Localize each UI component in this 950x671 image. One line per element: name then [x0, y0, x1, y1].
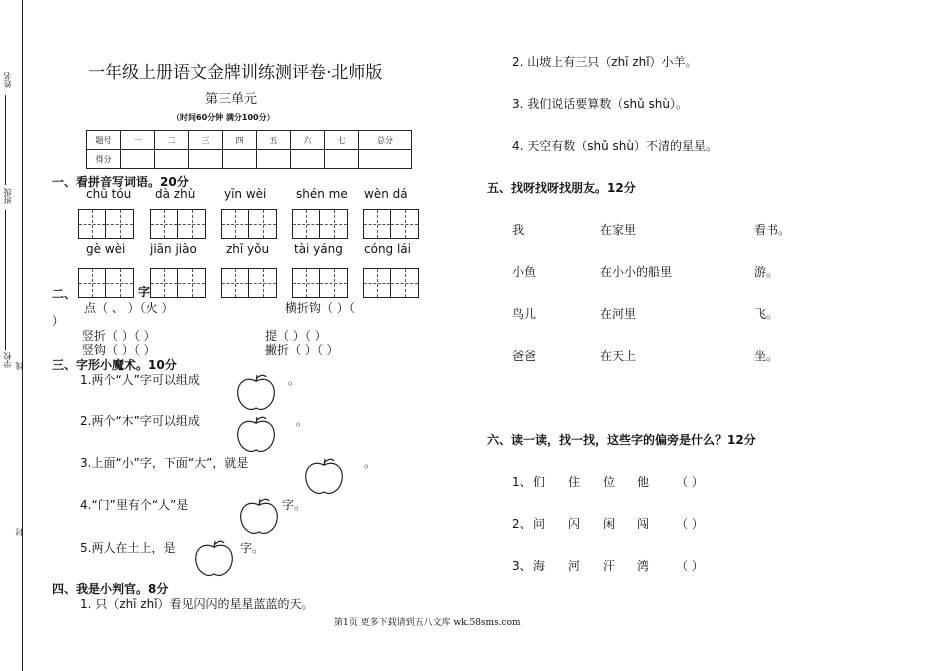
judge-item: 2. 山坡上有三只（zhī zhǐ）小羊。 [512, 55, 698, 69]
magic-item-text: 3.上面“小”字，下面“大”，就是 [80, 456, 249, 470]
score-input-cell[interactable] [121, 150, 155, 169]
match-subject[interactable]: 爸爸 [512, 349, 537, 363]
side-label-name: 姓名 [3, 72, 12, 88]
radical-char: 闪 [568, 517, 581, 531]
pinyin-prompt: gè wèi [86, 242, 126, 256]
match-action[interactable]: 看书。 [754, 223, 791, 237]
apple-answer-box[interactable] [235, 414, 277, 454]
page-title: 一年级上册语文金牌训练测评卷·北师版 [88, 63, 383, 83]
writing-grid[interactable] [363, 268, 419, 298]
match-place[interactable]: 在小小的船里 [600, 265, 673, 279]
score-input-cell[interactable] [257, 150, 291, 169]
time-score-info: （时间60分钟 满分100分） [172, 113, 275, 122]
magic-item-suffix: 。 [288, 373, 301, 387]
side-label-class: 班级 [3, 188, 12, 204]
match-subject[interactable]: 鸟儿 [512, 307, 537, 321]
radical-item-number: 2、 [512, 517, 532, 531]
writing-cell[interactable] [150, 209, 178, 239]
writing-cell[interactable] [221, 268, 249, 298]
match-place[interactable]: 在家里 [600, 223, 637, 237]
magic-item-suffix: 字。 [282, 498, 307, 512]
section-6-heading: 六、读一读，找一找，这些字的偏旁是什么？12分 [487, 433, 756, 447]
score-cell: 一 [121, 131, 155, 150]
magic-item-suffix: 。 [296, 414, 309, 428]
stroke-item: 横折钩（ ）（ [285, 301, 355, 315]
radical-char: 问 [533, 517, 546, 531]
stroke-item: 提（ ）（ ） [265, 329, 327, 343]
score-input-cell[interactable] [359, 150, 412, 169]
score-table [86, 130, 412, 169]
match-place[interactable]: 在河里 [600, 307, 637, 321]
score-cell: 五 [257, 131, 291, 150]
binding-line [22, 0, 23, 671]
pinyin-prompt: wèn dá [364, 187, 408, 201]
score-input-cell[interactable] [155, 150, 189, 169]
writing-grid[interactable] [150, 209, 206, 239]
score-table-score-row [87, 150, 412, 169]
writing-cell[interactable] [221, 209, 249, 239]
radical-char: 闯 [637, 517, 650, 531]
section-3-heading: 三、字形小魔术。10分 [52, 358, 177, 372]
writing-cell[interactable] [320, 268, 348, 298]
writing-grid[interactable] [221, 209, 277, 239]
magic-item-text: 2.两个“木”字可以组成 [80, 414, 200, 428]
judge-item: 3. 我们说话要算数（shǔ shù）。 [512, 97, 689, 111]
apple-answer-box[interactable] [303, 456, 345, 496]
stroke-item: 竖钩（ ）（ ） [82, 343, 156, 357]
writing-cell[interactable] [320, 209, 348, 239]
writing-grid[interactable] [221, 268, 277, 298]
page-footer: 第1页 更多下载请到五八文库 wk.58sms.com [334, 618, 521, 628]
match-action[interactable]: 游。 [754, 265, 779, 279]
section-1-heading: 一、看拼音写词语。20分 [52, 175, 189, 189]
radical-char: 湾 [637, 559, 650, 573]
score-cell: 七 [325, 131, 359, 150]
score-input-cell[interactable] [223, 150, 257, 169]
radical-char: 闲 [603, 517, 616, 531]
writing-grid[interactable] [363, 209, 419, 239]
radical-item-number: 3、 [512, 559, 532, 573]
score-cell: 得分 [87, 150, 121, 169]
writing-grid[interactable] [150, 268, 206, 298]
stroke-item: 竖折（ ）（ ） [82, 329, 156, 343]
magic-item-suffix: 。 [364, 456, 377, 470]
match-subject[interactable]: 我 [512, 223, 525, 237]
side-label-line: 线 [15, 362, 24, 370]
writing-cell[interactable] [106, 268, 134, 298]
apple-answer-box[interactable] [238, 496, 280, 536]
writing-cell[interactable] [292, 268, 320, 298]
match-place[interactable]: 在天上 [600, 349, 637, 363]
writing-cell[interactable] [178, 268, 206, 298]
radical-answer-blank[interactable]: （ ） [676, 559, 704, 573]
writing-cell[interactable] [292, 209, 320, 239]
stroke-item: 撇折（ ）（ ） [265, 343, 339, 357]
writing-cell[interactable] [391, 268, 419, 298]
radical-char: 海 [533, 559, 546, 573]
radical-answer-blank[interactable]: （ ） [676, 517, 704, 531]
apple-answer-box[interactable] [235, 372, 277, 412]
writing-cell[interactable] [78, 209, 106, 239]
writing-cell[interactable] [363, 209, 391, 239]
side-label-school: 学校 [3, 352, 12, 368]
apple-answer-box[interactable] [193, 538, 235, 578]
score-cell: 二 [155, 131, 189, 150]
writing-grid[interactable] [292, 209, 348, 239]
score-cell: 总分 [359, 131, 412, 150]
writing-cell[interactable] [249, 209, 277, 239]
section-2-heading-start: 二、 [52, 287, 77, 301]
radical-char: 位 [603, 475, 616, 489]
magic-item-text: 4.“门”里有个“人”是 [80, 498, 189, 512]
pinyin-prompt: zhī yǒu [226, 242, 270, 256]
score-table-header-row [87, 131, 412, 150]
stroke-item: 点（ 、 ）（火 ） [84, 301, 174, 315]
section-2-heading-end: 字 [138, 285, 151, 299]
radical-char: 汗 [603, 559, 616, 573]
radical-item-number: 1、 [512, 475, 532, 489]
section-5-heading: 五、找呀找呀找朋友。12分 [487, 181, 636, 195]
pinyin-prompt: dà zhù [155, 187, 196, 201]
radical-answer-blank[interactable]: （ ） [676, 475, 704, 489]
side-label-seal: 封 [15, 528, 24, 536]
radical-char: 们 [533, 475, 546, 489]
magic-item-text: 5.两人在土上，是 [80, 541, 176, 555]
match-subject[interactable]: 小鱼 [512, 265, 537, 279]
score-cell: 三 [189, 131, 223, 150]
score-cell: 六 [291, 131, 325, 150]
side-rule [5, 210, 6, 350]
magic-item-text: 1.两个“人”字可以组成 [80, 373, 200, 387]
match-action[interactable]: 飞。 [754, 307, 779, 321]
radical-char: 他 [637, 475, 650, 489]
writing-cell[interactable] [363, 268, 391, 298]
writing-cell[interactable] [106, 209, 134, 239]
writing-cell[interactable] [150, 268, 178, 298]
radical-char: 河 [568, 559, 581, 573]
score-input-cell[interactable] [291, 150, 325, 169]
score-cell: 四 [223, 131, 257, 150]
writing-grid[interactable] [292, 268, 348, 298]
side-rule [5, 95, 6, 185]
judge-item: 1. 只（zhī zhǐ）看见闪闪的星星蓝蓝的天。 [80, 597, 314, 611]
score-input-cell[interactable] [189, 150, 223, 169]
judge-item: 4. 天空有数（shǔ shù）不清的星星。 [512, 139, 719, 153]
pinyin-prompt: jiān jiào [150, 242, 197, 256]
pinyin-prompt: shén me [296, 187, 348, 201]
score-input-cell[interactable] [325, 150, 359, 169]
pinyin-prompt: cóng lái [364, 242, 411, 256]
writing-cell[interactable] [391, 209, 419, 239]
pinyin-prompt: chū tóu [86, 187, 132, 201]
section-4-heading: 四、我是小判官。8分 [52, 582, 169, 596]
writing-cell[interactable] [249, 268, 277, 298]
score-cell: 题号 [87, 131, 121, 150]
writing-grid[interactable] [78, 209, 134, 239]
writing-grid[interactable] [78, 268, 134, 298]
radical-char: 住 [568, 475, 581, 489]
unit-title: 第三单元 [205, 92, 258, 107]
writing-cell[interactable] [78, 268, 106, 298]
pinyin-prompt: tài yáng [294, 242, 343, 256]
writing-cell[interactable] [178, 209, 206, 239]
stroke-item: ） [52, 314, 65, 328]
pinyin-prompt: yīn wèi [224, 187, 267, 201]
magic-item-suffix: 字。 [240, 541, 265, 555]
match-action[interactable]: 坐。 [754, 349, 779, 363]
